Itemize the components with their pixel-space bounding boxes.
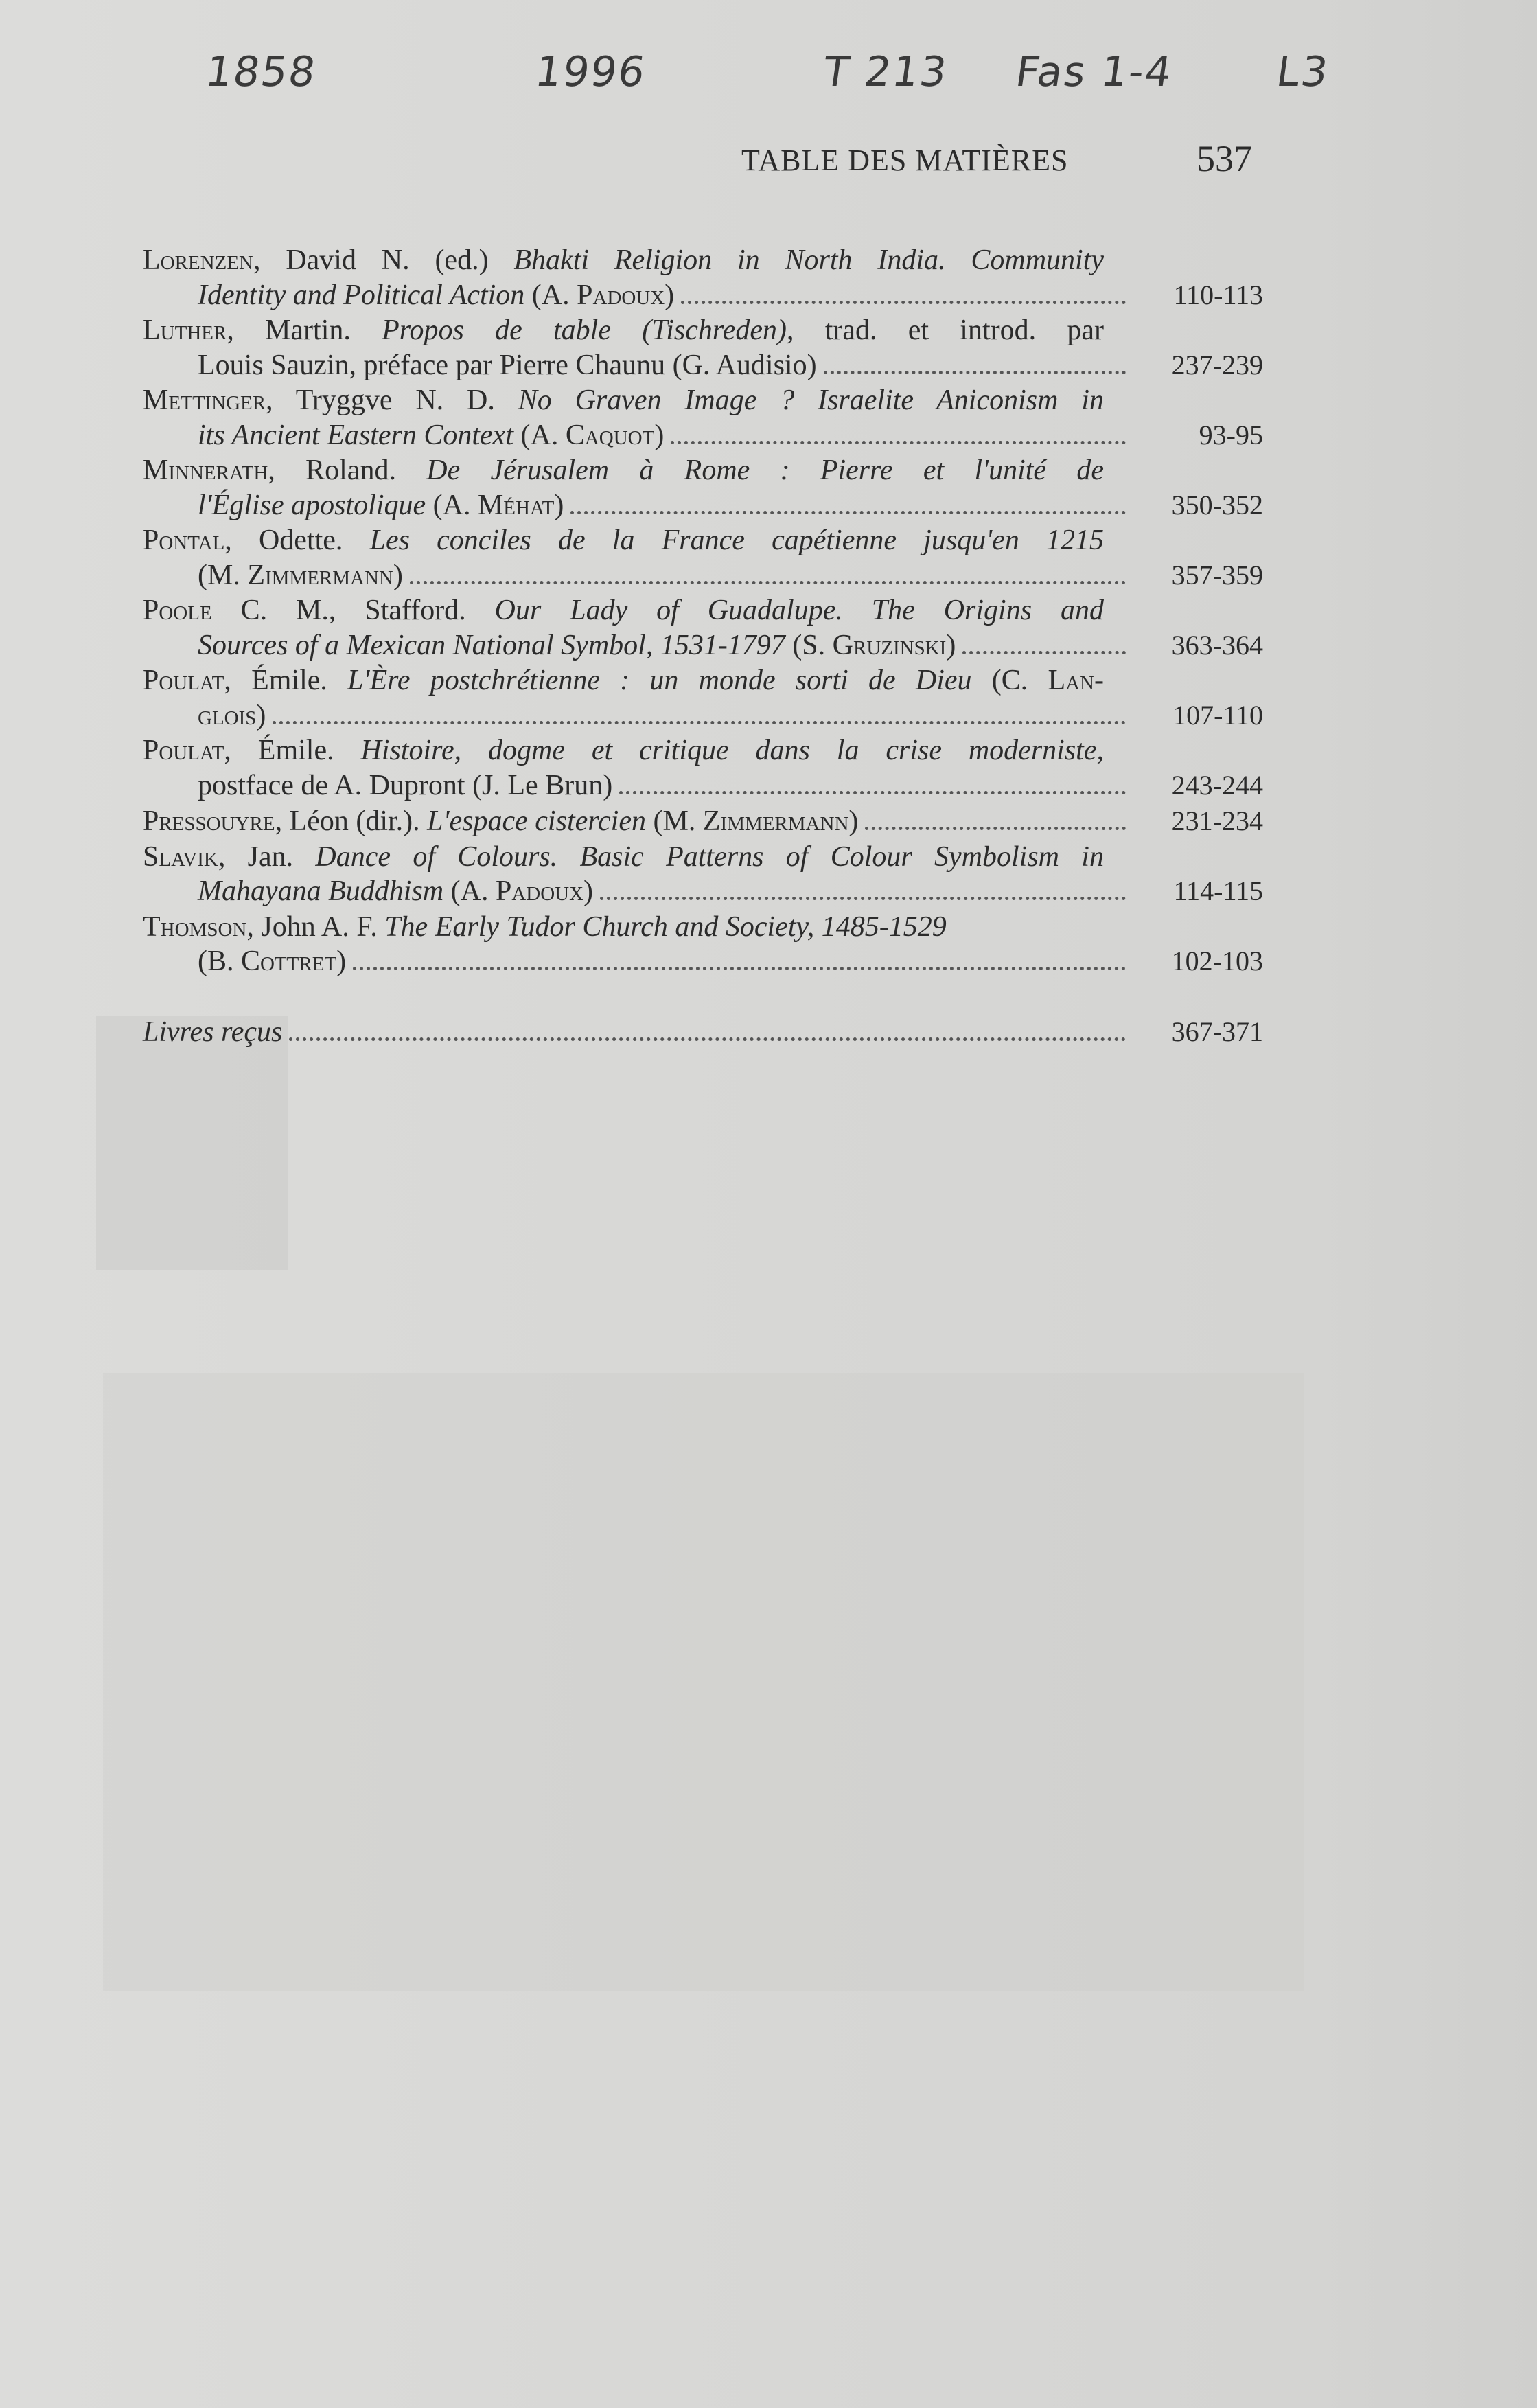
- dot-leader: [600, 897, 1126, 900]
- entry-author-rest: , Émile.: [224, 735, 361, 766]
- entry-author-rest: , John A. F.: [246, 910, 385, 943]
- toc-entry: [143, 244, 1263, 312]
- toc-entry: [143, 840, 1263, 909]
- toc-entry: [143, 384, 1263, 452]
- entry-author-rest: , Émile.: [224, 665, 348, 696]
- entry-author-rest: , Léon (dir.).: [275, 805, 428, 837]
- toc-entry: [143, 524, 1263, 593]
- handwritten-shelf: L3: [1273, 48, 1332, 96]
- toc-entry-received-books: [143, 1015, 1263, 1050]
- entry-author-rest: , Tryggve N. D.: [266, 385, 518, 416]
- entry-pages: 231-234: [1171, 805, 1263, 836]
- entry-title: Dance of Colours. Basic Patterns of Colour Symbolism in: [315, 840, 1104, 873]
- dot-leader: [824, 371, 1126, 374]
- entry-reviewer: (B. Cottret): [198, 945, 347, 977]
- entry-title: Histoire, dogme et critique dans la crise moderniste,: [360, 735, 1104, 766]
- toc-entry: [143, 804, 1263, 839]
- entry-author-rest: , Odette.: [224, 525, 370, 556]
- entry-title: Propos de table (Tischreden): [382, 314, 787, 346]
- entry-author-rest: C. M., Stafford.: [211, 595, 495, 626]
- entry-pages: 357-359: [1171, 559, 1263, 590]
- entry-author-rest: , Jan.: [218, 840, 316, 873]
- entry-title-cont: Sources of a Mexican National Symbol, 1531-1797: [198, 629, 785, 661]
- dot-leader: [619, 791, 1126, 794]
- entry-author: Minnerath: [143, 455, 268, 486]
- table-of-contents: [143, 244, 1263, 1051]
- entry-reviewer: (A. Caquot): [513, 419, 665, 451]
- dot-leader: [962, 651, 1126, 654]
- entry-title: The Early Tudor Church and Society, 1485-1529: [384, 910, 947, 943]
- entry-title: No Graven Image ? Israelite Aniconism in: [518, 385, 1104, 416]
- entry-continuation: Louis Sauzin, préface par Pierre Chaunu (G. Audisio): [198, 349, 817, 381]
- dot-leader: [410, 581, 1126, 584]
- entry-pages: 93-95: [1199, 419, 1263, 450]
- dot-leader: [273, 721, 1126, 724]
- entry-pages: 243-244: [1171, 769, 1263, 801]
- entry-reviewer: (A. Padoux): [443, 875, 594, 907]
- dot-leader: [570, 511, 1126, 514]
- entry-author: Poulat: [143, 665, 224, 696]
- dot-leader: [289, 1037, 1126, 1041]
- entry-author: Thomson: [143, 910, 247, 943]
- entry-pages: 102-103: [1171, 945, 1263, 976]
- entry-reviewer: (A. Padoux): [524, 279, 675, 311]
- entry-author: Slavik: [143, 840, 218, 873]
- entry-pages: 363-364: [1171, 629, 1263, 661]
- toc-entry: [143, 664, 1263, 733]
- entry-reviewer: (C. Lan-: [971, 665, 1104, 696]
- toc-entry: [143, 910, 1263, 979]
- running-head: TABLE DES MATIÈRES: [741, 144, 1069, 177]
- received-books-label: Livres reçus: [143, 1016, 283, 1048]
- entry-pages: 367-371: [1171, 1016, 1263, 1047]
- entry-title-cont: Identity and Political Action: [198, 279, 525, 311]
- show-through-block: [96, 1016, 288, 1270]
- entry-author-rest: , Martin.: [227, 314, 382, 346]
- entry-title: L'Ère postchrétienne : un monde sorti de Dieu: [347, 665, 972, 696]
- entry-reviewer-cont: glois): [198, 699, 266, 731]
- handwritten-note: 1858: [203, 48, 320, 96]
- entry-title-tail: , trad. et introd. par: [786, 314, 1105, 346]
- entry-pages: 237-239: [1171, 349, 1263, 380]
- entry-author: Pontal: [143, 525, 225, 556]
- entry-title: L'espace cistercien: [427, 805, 646, 837]
- entry-author-rest: , Roland.: [268, 455, 427, 486]
- entry-title-cont: its Ancient Eastern Context: [198, 419, 513, 451]
- toc-entry: [143, 734, 1263, 803]
- entry-pages: 110-113: [1173, 279, 1263, 310]
- entry-author: Lorenzen: [143, 244, 253, 276]
- entry-title: Our Lady of Guadalupe. The Origins and: [494, 595, 1104, 626]
- entry-author: Luther: [143, 314, 227, 346]
- handwritten-year: 1996: [532, 48, 649, 96]
- entry-author: Pressouyre: [143, 805, 275, 837]
- handwritten-volume: T 213: [820, 48, 951, 96]
- entry-title-cont: l'Église apostolique: [198, 489, 426, 521]
- entry-author-rest: , David N. (ed.): [253, 244, 514, 276]
- show-through-block: [103, 1373, 1304, 1991]
- entry-author: Poole: [143, 595, 212, 626]
- entry-reviewer: (A. Méhat): [426, 489, 564, 521]
- entry-reviewer: (M. Zimmermann): [646, 805, 859, 837]
- entry-pages: 114-115: [1173, 875, 1263, 906]
- entry-reviewer: (S. Gruzinski): [785, 629, 956, 661]
- dot-leader: [671, 441, 1126, 444]
- entry-author: Poulat: [143, 735, 224, 766]
- toc-entry: [143, 314, 1263, 382]
- entry-reviewer: (M. Zimmermann): [198, 559, 403, 591]
- entry-title-cont: Mahayana Buddhism: [198, 875, 444, 907]
- entry-continuation: postface de A. Dupront (J. Le Brun): [198, 769, 613, 801]
- entry-title: De Jérusalem à Rome : Pierre et l'unité de: [426, 455, 1104, 486]
- page-number: 537: [1197, 138, 1252, 179]
- entry-pages: 350-352: [1171, 489, 1263, 520]
- entry-title: Bhakti Religion in North India. Community: [513, 244, 1105, 276]
- dot-leader: [681, 301, 1126, 304]
- entry-title: Les conciles de la France capétienne jusqu'en 1215: [369, 525, 1105, 556]
- handwritten-issues: Fas 1-4: [1013, 48, 1177, 96]
- toc-entry: [143, 454, 1263, 523]
- entry-author: Mettinger: [143, 385, 266, 416]
- dot-leader: [865, 827, 1126, 830]
- entry-pages: 107-110: [1172, 699, 1263, 731]
- dot-leader: [353, 967, 1126, 970]
- toc-entry: [143, 594, 1263, 663]
